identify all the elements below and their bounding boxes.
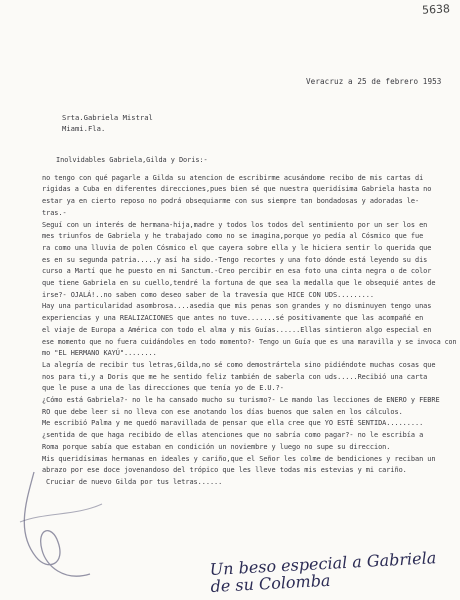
letter-line: Roma porque sabía que estaban en condición un noviembre y luego no supe su direccion. [42,442,391,451]
letter-line: abrazo por ese doce jovenandoso del trópico que les lleve todas mis estevias y mi cariño. [42,466,407,475]
letter-line: Mis queridísimas hermanas en ideales y cariño,que el Señor les colme de bendiciones y reciban un [42,454,436,463]
letter-line: mo "EL HERMANO KAYÚ"........ [42,349,157,358]
letter-line: curso a Martí que he puesto en mi Sanctum.-Creo percibir en esa foto una cinta negra o de color [42,267,432,276]
letter-line: nos para ti,y a Doris que me he sentido feliz también de saberla con uds.....Recibió una carta [42,372,428,381]
letter-line: ese momento que no fuera cuidándoles en todo momento?- Tengo un Guía que es una maravilla y se invoca con [42,337,457,346]
recipient-name: Srta.Gabriela Mistral [62,113,153,122]
handwritten-signature: Un beso especial a Gabriela de su Colomba [209,548,437,596]
letter-line: que tiene Gabriela en su cuello,tendré la fortuna de que sea la medalla que le obsequié antes de [42,279,436,287]
archive-number: 5638 [421,2,451,17]
letter-line: no tengo con qué pagarle a Gilda su atencion de escribirme acusándome recibo de mis cartas di [42,173,424,182]
letter-line: Inolvidables Gabriela,Gilda y Doris:- [56,156,208,164]
date-line: Veracruz a 25 de febrero 1953 [306,77,442,86]
letter-line: que le puse a una de las direcciones que tenía yo de E.U.?- [42,384,284,393]
letter-line: ¿sentida de que haga recibido de ellas atenciones que no sabría como pagar?- no le escribía a [42,431,424,440]
letter-line: Hay una particularidad asombrosa....asedia que mis penas son grandes y no disminuyen tengo unas [42,302,432,311]
letter-line: tras.- [42,208,67,217]
letter-line: el viaje de Europa a América con todo el alma y mis Guías......Ellas sintieron algo especial en [42,325,432,334]
letter-line: irse?- OJALÁ!..no saben como deseo saber de la travesía que HICE CON UDS......... [42,290,374,299]
letter-line: ra como una lluvia de polen Cósmico el que cayera sobre ella y le hiciera sentir lo querida que [42,243,432,252]
letter-line: La alegría de recibir tus letras,Gilda,no sé como demostrártela sino pidiéndote muchas cosas que [42,360,436,369]
letter-line: RO que debe leer si no lleva con ese anotando los días buenos que salen en los cálculos. [42,407,403,416]
letter-line: mes triunfos de Gabriela y he trabajado como no se imagina,porque yo pedía al Cósmico que fue [42,232,424,241]
letter-line: ¿Cómo está Gabriela?- no le ha cansado mucho su turismo?- Le mando las lecciones de ENERO y FEBRE [42,396,440,404]
letter-line: rigidas a Cuba en diferentes direcciones,pues bien sé que nuestra queridísima Gabriela hasta no [42,185,432,194]
letter-line: experiencias y una REALIZACIONES que antes no tuve.......sé positivamente que las acompañé en [42,314,424,323]
pen-scribble-mark [6,462,126,592]
letter-line: Seguí con un interés de hermana-hija,madre y todos los todos del sentimiento por un ser los en [42,220,428,229]
letter-line: Me escribió Palma y me quedó maravillada de pensar que ella cree que YO ESTÉ SENTIDA......... [42,419,424,428]
recipient-city: Miami.Fla. [62,124,106,133]
letter-line: Cruciar de nuevo Gilda por tus letras...... [46,477,223,486]
letter-line: es en su segunda patria.....y así ha sido.-Tengo recortes y una foto dónde está leyendo su dis [42,255,428,264]
letter-line: estar ya en cierto reposo no podrá obsequiarme con sus siempre tan bondadosas y adoradas le- [42,197,420,206]
